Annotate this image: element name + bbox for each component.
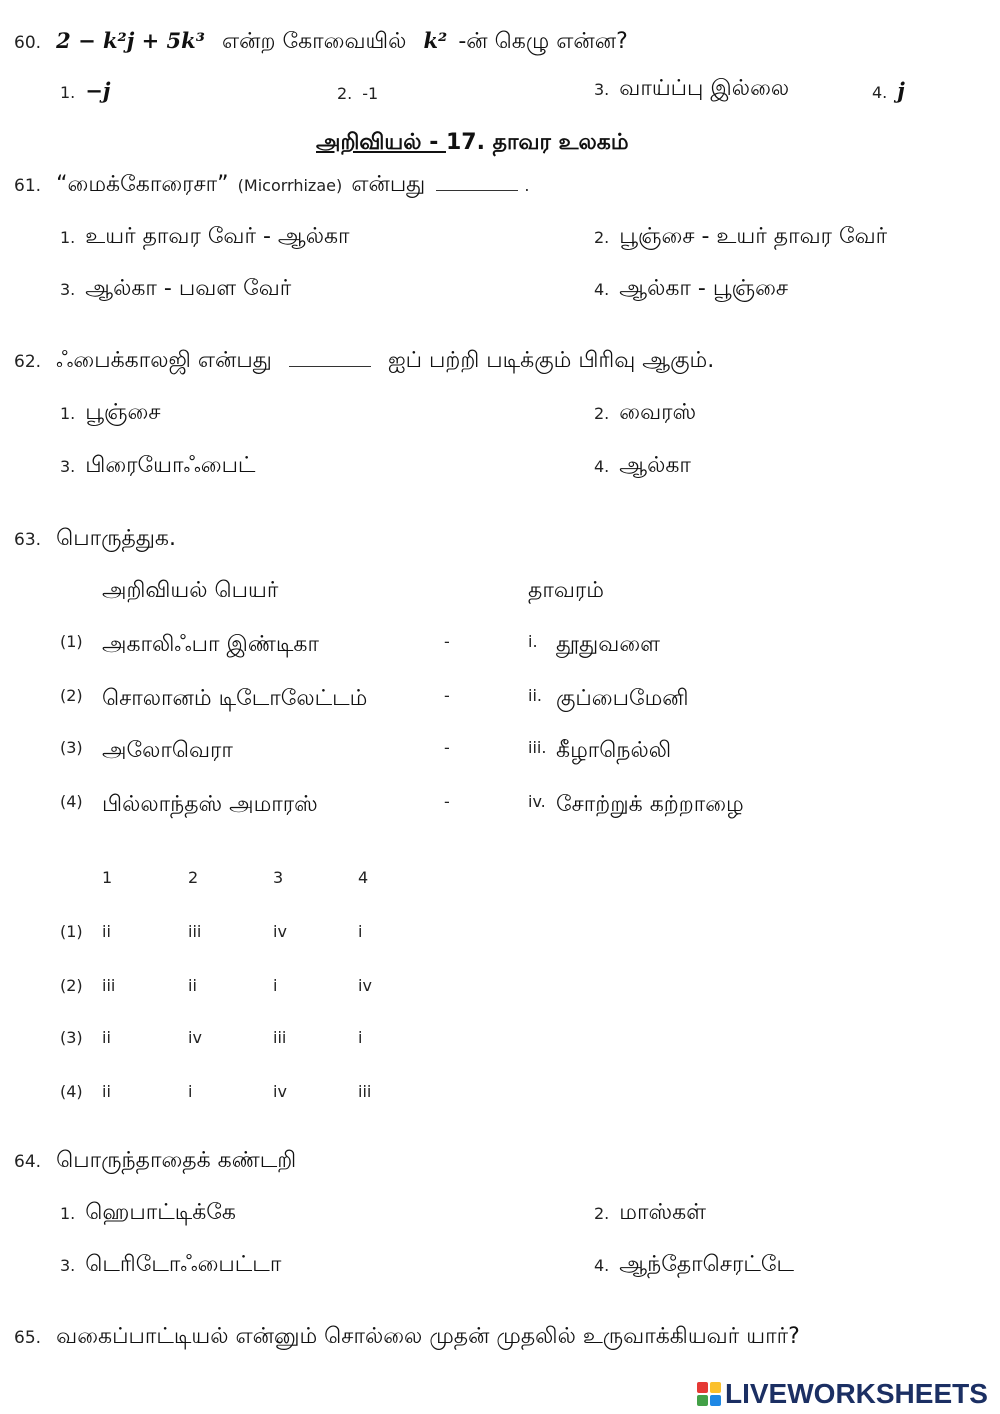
match-row-number: (1): [60, 632, 83, 651]
column-header-scientific-name: அறிவியல் பெயர்: [102, 578, 279, 603]
match-row-number: (3): [60, 738, 83, 757]
match-right-number: iv.: [528, 792, 546, 811]
answer-choice-cell: ii: [102, 1028, 111, 1047]
option-number: 3.: [60, 280, 76, 299]
answer-choice-cell: iii: [102, 976, 116, 995]
option-text: ஆல்கா: [619, 453, 691, 478]
option-64-3[interactable]: [60, 1252, 281, 1280]
option-60-1[interactable]: [60, 78, 110, 104]
question-end: .: [524, 176, 530, 195]
answer-choice-number: (2): [60, 976, 83, 995]
question-number: 60.: [14, 33, 42, 53]
option-number: 1.: [60, 83, 76, 102]
option-61-4[interactable]: [594, 276, 788, 304]
option-text: −j: [85, 78, 111, 103]
match-row-number: (4): [60, 792, 83, 811]
answer-choice-cell: iii: [273, 1028, 287, 1047]
match-dash: -: [444, 632, 450, 651]
grid-header-3: 3: [273, 868, 284, 887]
match-left-item: சொலானம் டிடோலேட்டம்: [102, 686, 368, 711]
answer-blank[interactable]: [289, 352, 371, 367]
column-header-plant: தாவரம்: [528, 578, 604, 603]
question-60: [14, 28, 628, 57]
latin-term: (Micorrhizae): [237, 176, 343, 195]
grid-header-4: 4: [358, 868, 369, 887]
answer-choice-cell: ii: [188, 976, 197, 995]
option-text: டெரிடோஃபைட்டா: [85, 1252, 282, 1277]
option-number: 4.: [594, 280, 610, 299]
question-61: [14, 172, 529, 200]
option-61-1[interactable]: [60, 224, 350, 252]
question-text: என்பது: [351, 172, 426, 197]
question-text: -ன் கெழு என்ன?: [458, 29, 628, 54]
match-dash: -: [444, 686, 450, 705]
question-text: “மைக்கோரைசா”: [56, 172, 229, 197]
option-number: 2.: [594, 404, 610, 423]
option-text: பூஞ்சை - உயர் தாவர வேர்: [619, 224, 888, 249]
question-63: [14, 526, 176, 554]
answer-choice-cell: iii: [188, 922, 202, 941]
option-64-2[interactable]: [594, 1200, 706, 1228]
match-left-item: அலோவெரா: [102, 738, 233, 763]
match-left-item: பில்லாந்தஸ் அமாரஸ்: [102, 792, 318, 817]
answer-blank[interactable]: [436, 176, 518, 191]
answer-choice-cell: i: [358, 1028, 363, 1047]
question-text: என்ற கோவையில்: [222, 29, 407, 54]
option-text: ஹெபாட்டிக்கே: [85, 1200, 236, 1225]
option-61-2[interactable]: [594, 224, 887, 252]
math-term: k²: [423, 28, 448, 53]
grid-header-2: 2: [188, 868, 199, 887]
option-text: பிரையோஃபைட்: [85, 453, 256, 478]
option-text: பூஞ்சை: [85, 400, 161, 425]
option-number: 2.: [594, 228, 610, 247]
option-61-3[interactable]: [60, 276, 291, 304]
option-60-4[interactable]: [872, 78, 905, 104]
match-right-number: i.: [528, 632, 538, 651]
question-65: [14, 1324, 800, 1352]
option-text: வாய்ப்பு இல்லை: [619, 76, 790, 101]
answer-choice-number: (1): [60, 922, 83, 941]
grid-header-1: 1: [102, 868, 113, 887]
option-number: 3.: [60, 1256, 76, 1275]
question-text: ஃபைக்காலஜி என்பது: [56, 348, 272, 373]
question-number: 64.: [14, 1152, 42, 1172]
answer-choice-number: (4): [60, 1082, 83, 1101]
option-text: -1: [362, 84, 379, 103]
option-62-3[interactable]: [60, 453, 255, 481]
question-number: 62.: [14, 352, 42, 372]
section-heading: [316, 130, 629, 158]
option-number: 2.: [594, 1204, 610, 1223]
question-text: பொருத்துக.: [56, 526, 176, 551]
option-number: 1.: [60, 228, 76, 247]
math-expression: 2 − k²j + 5k³: [56, 28, 205, 53]
answer-choice-cell: ii: [102, 1082, 111, 1101]
option-number: 2.: [337, 84, 353, 103]
option-text: மாஸ்கள்: [619, 1200, 707, 1225]
question-text: பொருந்தாதைக் கண்டறி: [56, 1148, 297, 1173]
option-number: 4.: [594, 457, 610, 476]
answer-choice-cell: iii: [358, 1082, 372, 1101]
match-right-item: கீழாநெல்லி: [556, 738, 672, 763]
option-60-3[interactable]: [594, 76, 789, 104]
question-number: 61.: [14, 176, 42, 196]
option-text: j: [897, 78, 905, 103]
option-62-1[interactable]: [60, 400, 161, 428]
question-62: [14, 348, 714, 376]
answer-choice-cell: i: [358, 922, 363, 941]
match-dash: -: [444, 792, 450, 811]
match-right-number: ii.: [528, 686, 542, 705]
question-64: [14, 1148, 296, 1176]
option-62-4[interactable]: [594, 453, 691, 481]
option-text: ஆல்கா - பூஞ்சை: [619, 276, 789, 301]
option-number: 3.: [594, 80, 610, 99]
match-right-item: குப்பைமேனி: [556, 686, 689, 711]
match-left-item: அகாலிஃபா இண்டிகா: [102, 632, 320, 657]
option-number: 4.: [872, 83, 888, 102]
brand-name: LIVEWORKSHEETS: [725, 1378, 988, 1409]
option-number: 1.: [60, 1204, 76, 1223]
section-title: 17. தாவர உலகம்: [445, 130, 629, 155]
match-right-item: தூதுவளை: [556, 632, 660, 657]
question-text: வகைப்பாட்டியல் என்னும் சொல்லை முதன் முதலில் உருவாக்கியவர் யார்?: [56, 1324, 800, 1349]
liveworksheets-icon: [697, 1382, 721, 1406]
option-60-2[interactable]: [337, 80, 378, 105]
answer-choice-cell: i: [188, 1082, 193, 1101]
option-text: ஆல்கா - பவள வேர்: [85, 276, 292, 301]
answer-choice-cell: iv: [273, 1082, 287, 1101]
question-number: 63.: [14, 530, 42, 550]
question-text: ஐப் பற்றி படிக்கும் பிரிவு ஆகும்.: [387, 348, 715, 373]
match-row-number: (2): [60, 686, 83, 705]
answer-choice-cell: iv: [358, 976, 372, 995]
option-text: ஆந்தோசெரட்டே: [619, 1252, 794, 1277]
option-number: 1.: [60, 404, 76, 423]
option-number: 3.: [60, 457, 76, 476]
match-dash: -: [444, 738, 450, 757]
option-64-1[interactable]: [60, 1200, 236, 1228]
match-right-number: iii.: [528, 738, 547, 757]
option-text: வைரஸ்: [619, 400, 697, 425]
question-number: 65.: [14, 1328, 42, 1348]
answer-choice-cell: iv: [273, 922, 287, 941]
answer-choice-cell: iv: [188, 1028, 202, 1047]
option-number: 4.: [594, 1256, 610, 1275]
option-text: உயர் தாவர வேர் - ஆல்கா: [85, 224, 350, 249]
section-prefix: அறிவியல் -: [316, 130, 446, 155]
match-right-item: சோற்றுக் கற்றாழை: [556, 792, 744, 817]
answer-choice-number: (3): [60, 1028, 83, 1047]
option-64-4[interactable]: [594, 1252, 794, 1280]
answer-choice-cell: i: [273, 976, 278, 995]
answer-choice-cell: ii: [102, 922, 111, 941]
option-62-2[interactable]: [594, 400, 696, 428]
